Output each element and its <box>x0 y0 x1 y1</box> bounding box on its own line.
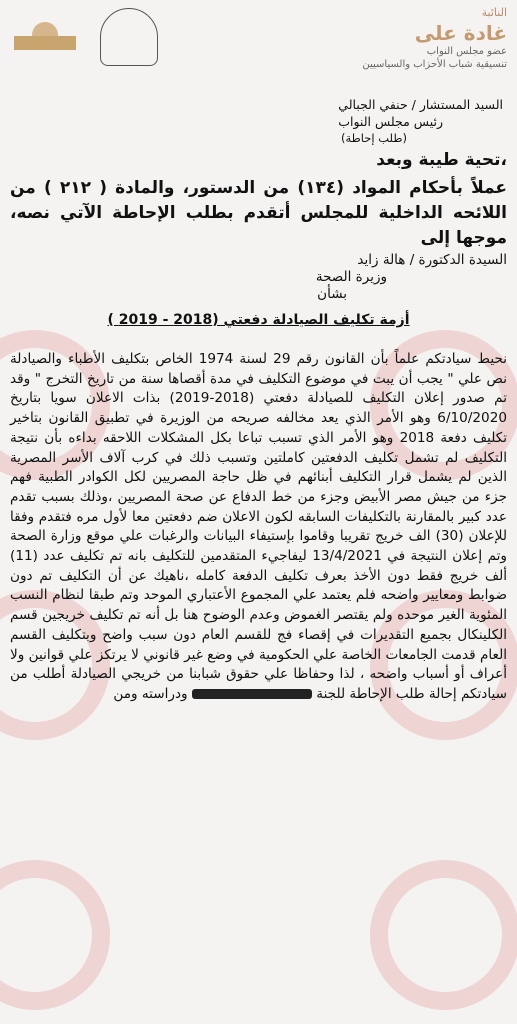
address-block <box>13 96 503 147</box>
address-line: السيد المستشار / حنفي الجبالي <box>338 97 503 112</box>
recipient-line: بشأن <box>317 286 347 302</box>
mp-affiliation: تنسيقية شباب الأحزاب والسياسيين <box>362 59 507 70</box>
recipient-line: وزيرة الصحة <box>315 269 387 285</box>
recipient-line: السيدة الدكتورة / هالة زايد <box>357 252 507 268</box>
address-line: رئيس مجلس النواب <box>338 114 443 129</box>
greeting: ،تحية طيبة وبعد <box>376 150 507 170</box>
recipient-block <box>10 252 507 303</box>
mp-name: غادة على <box>414 21 507 45</box>
watermark-logo <box>370 860 517 1010</box>
intro-paragraph: عملاً بأحكام المواد (١٣٤) من الدستور، والمادة ( ٢١٢ ) من اللائحه الداخلية للمجلس أتقدم بطلب الإحاطة الآتي نصه، موجها إلى <box>10 178 507 248</box>
watermark-logo <box>0 860 110 1010</box>
party-emblem-icon <box>100 8 158 66</box>
address-line: (طلب إحاطة) <box>340 131 407 145</box>
body-paragraph: نحيط سيادتكم علماً بأن القانون رقم 29 لسنة 1974 الخاص بتكليف الأطباء والصيادلة نص علي " يجب أن يبت في موضوع التكليف في مدة أقصاها سنة من تاريخ التخرج " وقد تم صدور إعلان التكليف للصيادلة دفعتي (2018-2019) بذات الاعلان سويا بتاريخ 6/10/2020 وهو الأمر الذي يعد مخالفه صريحه من الوزيرة في تطبيق القانون بتاخير تكليف دفعة 2018 وهو الأمر الذي تسبب تباعا بكل المشكلات اللاحقه بداءه بأن نتيجة التكليف لم تشمل تكليف الدفعتين كاملتين وتسبب ذلك في كرب آلاف الأسر المصرية الذين لم يشمل قرار التكليف أبنائهم في ظل حاجة المصريين لكل الكوادر الطبية فهم جزء من جيش مصر الأبيض وجزء من خط الدفاع عن صحة المصريين ،وذلك بسبب تقدم عدد كبير بالمقارنة بالتكليفات السابقه لكون الاعلان ضم دفعتين معا لأول مره فتقدم وفقا للإعلان (30) الف خريج تقريبا وقاموا بإستيفاء البيانات والرغبات علي موقع وزارة الصحة وتم إعلان النتيجة في 13/4/2021 ليفاجيء المتقدمين للتكليف بانه تم تكليف عدد (11) ألف خريج فقط دون الأخذ بعرف تكليف الدفعة كامله ،ناهيك عن أن التكليف تم دون ضوابط ومعايير واضحه فلم يعتمد علي المجموع الأعتباري الموحد وتم طبقا لنظام النسب المئوية الغير موحده ولم يقتصر الغموض وعدم الوضوح هنا بل أنه تم تكليف خريجين قسم الكلينكال بجميع التقديرات في إقصاء فج للقسم العام دون سبب واضح وبتكليف القسم العام قدمت الجامعات الخاصة علي الحكومية في وضع غير قانوني لا يرتكز علي قوانين ولا أعراف أو أسباب واضحه ، لذا وحفاظا علي حقوق شبابنا من خريجي الصيادلة أطلب من سيادتكم إحالة طلب الإحاطة للجنة <box>10 351 507 702</box>
body-tail: ودراسته ومن <box>113 685 188 702</box>
mp-role: عضو مجلس النواب <box>426 46 507 57</box>
mp-title: النائبة <box>481 6 507 19</box>
letterhead <box>357 6 507 71</box>
subject-line: أزمة تكليف الصيادلة دفعتي (2018 - 2019 ) <box>107 312 410 328</box>
parliament-logo-icon <box>10 20 80 54</box>
body-text <box>10 350 507 705</box>
redaction-scribble <box>192 689 312 699</box>
